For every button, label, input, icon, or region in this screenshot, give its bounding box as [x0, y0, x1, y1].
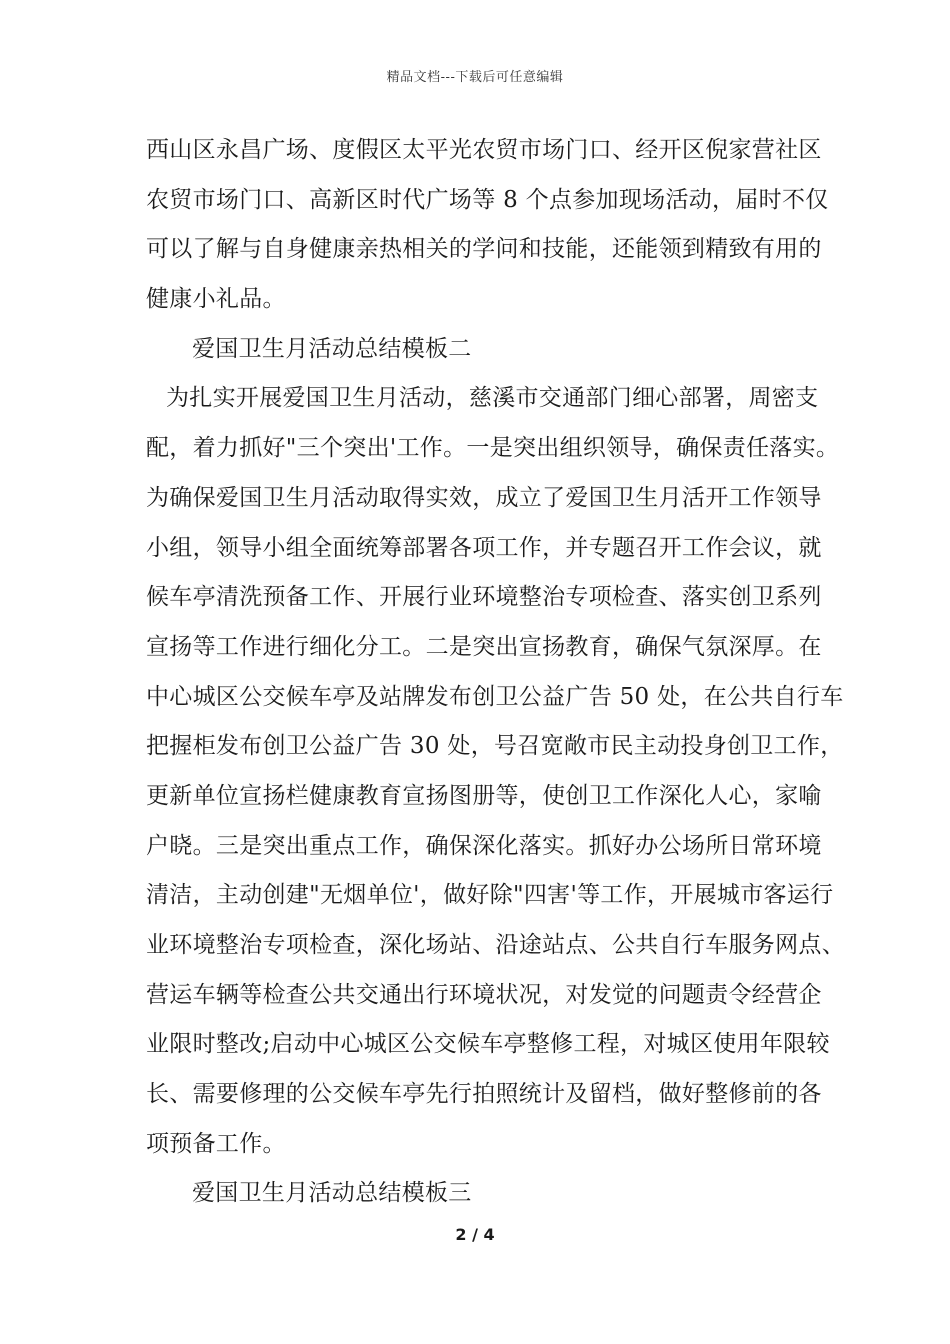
body-line: 长、需要修理的公交候车亭先行拍照统计及留档，做好整修前的各	[146, 1081, 822, 1108]
body-line: 营运车辆等检查公共交通出行环境状况，对发觉的问题责令经营企	[146, 981, 822, 1008]
body-line: 为确保爱国卫生月活动取得实效，成立了爱国卫生月活开工作领导	[146, 484, 822, 511]
body-line: 业环境整治专项检查，深化场站、沿途站点、公共自行车服务网点、	[146, 932, 845, 958]
body-line: 健康小礼品。	[146, 286, 286, 313]
body-line: 把握柜发布创卫公益广告 30 处，号召宽敞市民主动投身创卫工作，	[146, 733, 844, 760]
document-body	[146, 126, 845, 1219]
body-line: 为扎实开展爱国卫生月活动，慈溪市交通部门细心部署，周密支	[166, 385, 819, 412]
section-heading: 爱国卫生月活动总结模板二	[192, 335, 472, 362]
body-line: 可以了解与自身健康亲热相关的学问和技能，还能领到精致有用的	[146, 236, 822, 263]
body-line: 更新单位宣扬栏健康教育宣扬图册等，使创卫工作深化人心，家喻	[146, 782, 822, 809]
body-line: 户晓。三是突出重点工作，确保深化落实。抓好办公场所日常环境	[146, 832, 822, 859]
body-line: 宣扬等工作进行细化分工。二是突出宣扬教育，确保气氛深厚。在	[146, 633, 822, 660]
body-line: 西山区永昌广场、度假区太平光农贸市场门口、经开区倪家营社区	[146, 137, 822, 163]
section-heading: 爱国卫生月活动总结模板三	[192, 1180, 472, 1207]
body-line: 清洁，主动创建"无烟单位'，做好除"四害'等工作，开展城市客运行	[146, 882, 834, 909]
body-line: 配，着力抓好"三个突出'工作。一是突出组织领导，确保责任落实。	[146, 435, 840, 462]
body-line: 农贸市场门口、高新区时代广场等 8 个点参加现场活动，届时不仅	[146, 186, 829, 213]
body-line: 业限时整改;启动中心城区公交候车亭整修工程，对城区使用年限较	[146, 1031, 830, 1058]
page-header: 精品文档---下载后可任意编辑	[386, 70, 564, 85]
body-line: 小组，领导小组全面统筹部署各项工作，并专题召开工作会议，就	[146, 534, 822, 561]
page-number: 2 / 4	[455, 1225, 495, 1244]
body-line: 中心城区公交候车亭及站牌发布创卫公益广告 50 处，在公共自行车	[146, 683, 844, 710]
body-line: 项预备工作。	[146, 1130, 286, 1157]
body-line: 候车亭清洗预备工作、开展行业环境整治专项检查、落实创卫系列	[146, 584, 822, 611]
